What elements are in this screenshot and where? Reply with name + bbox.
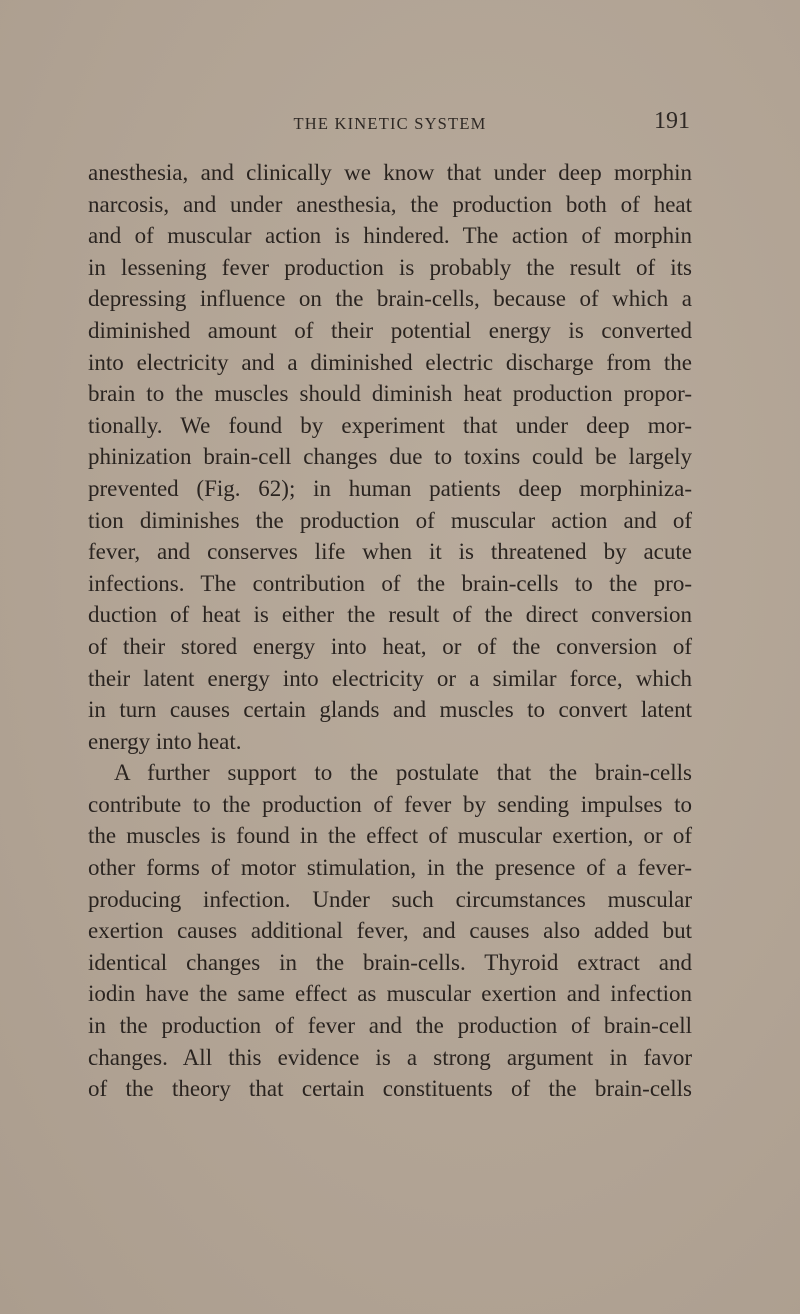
text-line: tionally. We found by experiment that under deep mor-: [88, 412, 692, 438]
text-line: brain to the muscles should diminish heat production propor-: [88, 381, 692, 407]
text-line: infections. The contribution of the brain-cells to the pro-: [88, 570, 692, 596]
text-line: contribute to the production of fever by sending impulses to: [88, 791, 692, 817]
text-line: exertion causes additional fever, and causes also added but: [88, 918, 692, 944]
text-line: in lessening fever production is probably the result of its: [88, 254, 692, 280]
text-line: iodin have the same effect as muscular exertion and infection: [88, 981, 692, 1007]
text-line: phinization brain-cell changes due to toxins could be largely: [88, 444, 692, 470]
text-line: in the production of fever and the production of brain-cell: [88, 1013, 692, 1039]
page-header: [88, 108, 692, 138]
text-line: the muscles is found in the effect of muscular exertion, or of: [88, 823, 692, 849]
text-line: of their stored energy into heat, or of the conversion of: [88, 633, 692, 659]
page-number: 191: [654, 108, 690, 134]
text-line: energy into heat.: [88, 728, 242, 754]
text-line: into electricity and a diminished electric discharge from the: [88, 349, 692, 375]
text-line: tion diminishes the production of muscular action and of: [88, 507, 692, 533]
text-line: identical changes in the brain-cells. Thyroid extract and: [88, 949, 692, 975]
text-line: in turn causes certain glands and muscles to convert latent: [88, 697, 692, 723]
running-head: THE KINETIC SYSTEM: [293, 114, 487, 133]
text-line: diminished amount of their potential energy is converted: [88, 317, 692, 343]
body-text: [88, 157, 692, 1105]
text-line: depressing influence on the brain-cells, because of which a: [88, 286, 692, 312]
text-line: their latent energy into electricity or a similar force, which: [88, 665, 692, 691]
text-line: anesthesia, and clinically we know that under deep morphin: [88, 160, 692, 185]
text-line: producing infection. Under such circumstances muscular: [88, 886, 692, 912]
text-line: fever, and conserves life when it is threatened by acute: [88, 539, 692, 565]
paragraph-start-line: A further support to the postulate that the brain-cells: [114, 760, 692, 786]
text-line: duction of heat is either the result of the direct conversion: [88, 602, 692, 628]
text-line: changes. All this evidence is a strong argument in favor: [88, 1044, 692, 1070]
text-line: of the theory that certain constituents of the brain-cells: [88, 1076, 692, 1102]
text-line: other forms of motor stimulation, in the presence of a fever-: [88, 855, 692, 881]
text-line: and of muscular action is hindered. The action of morphin: [88, 223, 692, 249]
text-line: narcosis, and under anesthesia, the production both of heat: [88, 191, 692, 217]
text-line: prevented (Fig. 62); in human patients deep morphiniza-: [88, 475, 692, 501]
